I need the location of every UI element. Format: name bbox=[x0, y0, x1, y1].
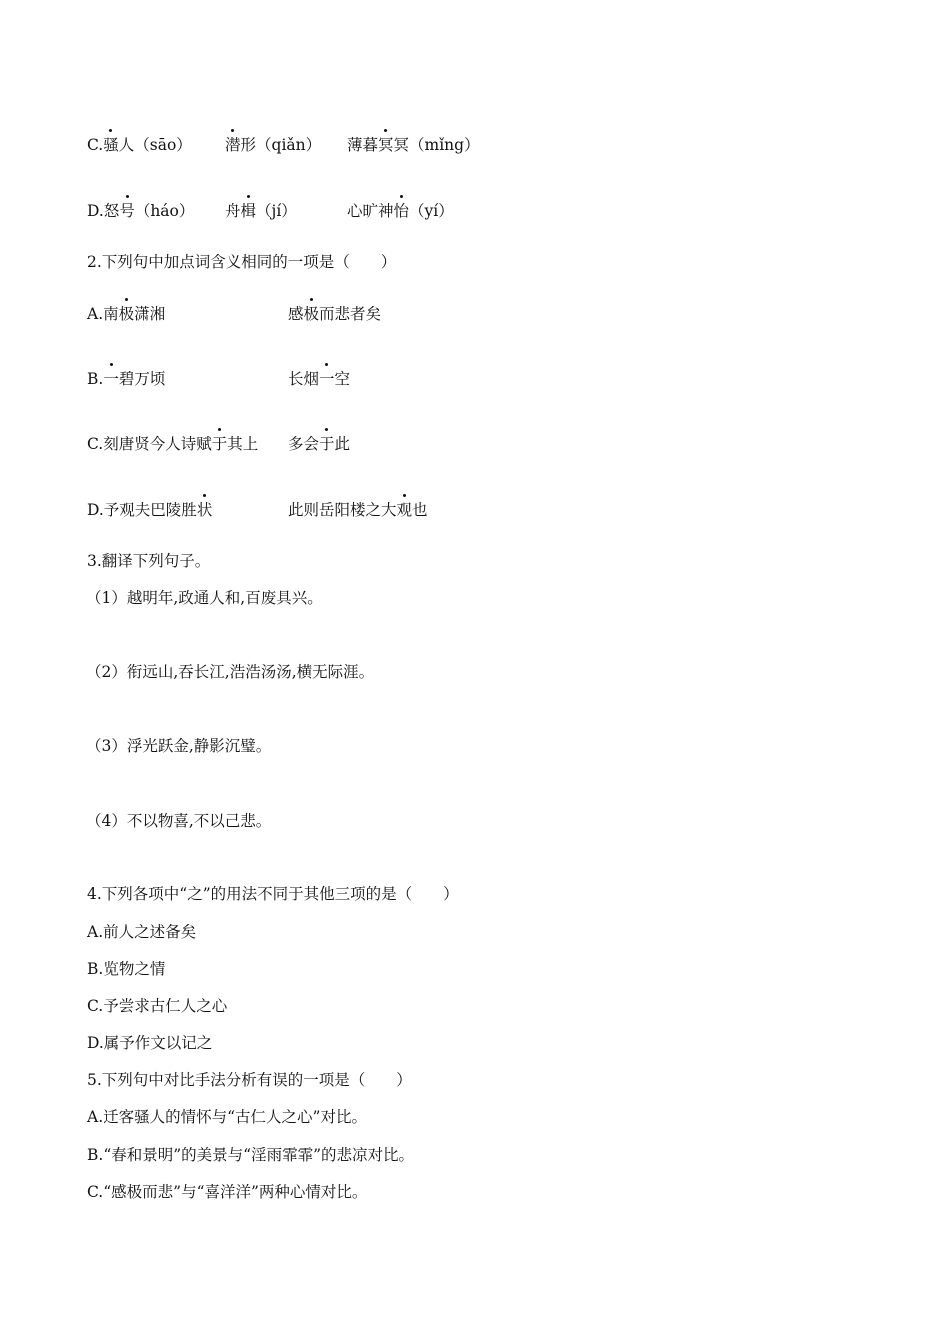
emphasis-dot-char: 状 bbox=[196, 501, 213, 519]
q5-stem: 5.下列句中对比手法分析有误的一项是（ ） bbox=[87, 1071, 412, 1089]
emphasis-dot-char: 怡 bbox=[393, 202, 410, 220]
q3-item: （3）浮光跃金,静影沉璧。 bbox=[86, 737, 272, 755]
emphasis-dot-char: 一 bbox=[103, 370, 119, 388]
emphasis-dot-char: 楫 bbox=[240, 202, 257, 220]
emphasis-dot-char: 极 bbox=[118, 305, 135, 323]
emphasis-dot-char: 号 bbox=[119, 202, 135, 220]
q2-option-a: A.南极潇湘 感极而悲者矣 bbox=[87, 305, 382, 323]
q5-option: A.迁客骚人的情怀与“古仁人之心”对比。 bbox=[87, 1108, 367, 1126]
emphasis-dot-char: 骚 bbox=[103, 136, 119, 154]
emphasis-dot-char: 一 bbox=[319, 370, 335, 388]
q2-option-b: B.一碧万顷 长烟一空 bbox=[87, 370, 351, 388]
q4-stem: 4.下列各项中“之”的用法不同于其他三项的是（ ） bbox=[87, 885, 459, 903]
q5-option: B.“春和景明”的美景与“淫雨霏霏”的悲凉对比。 bbox=[87, 1146, 415, 1164]
q2-option-c: C.刻唐贤今人诗赋于其上 多会于此 bbox=[87, 435, 351, 453]
q3-item: （4）不以物喜,不以己悲。 bbox=[86, 812, 272, 830]
q3-item: （2）衔远山,吞长江,浩浩汤汤,横无际涯。 bbox=[86, 663, 375, 681]
q4-option: B.览物之情 bbox=[87, 960, 166, 978]
emphasis-dot-char: 极 bbox=[303, 305, 320, 323]
q5-option: C.“感极而悲”与“喜洋洋”两种心情对比。 bbox=[87, 1183, 368, 1201]
q3-item: （1）越明年,政通人和,百废具兴。 bbox=[86, 589, 323, 607]
emphasis-dot-char: 于 bbox=[319, 435, 335, 453]
emphasis-dot-char: 冥 bbox=[378, 136, 394, 154]
q4-option: A.前人之述备矣 bbox=[87, 923, 197, 941]
emphasis-dot-char: 潜 bbox=[225, 136, 241, 154]
q2-stem: 2.下列句中加点词含义相同的一项是（ ） bbox=[87, 253, 397, 271]
q1-option-c: C.骚人（sāo） 潜形（qiǎn） 薄暮冥冥（mǐng） bbox=[87, 136, 480, 154]
emphasis-dot-char: 于 bbox=[211, 435, 228, 453]
emphasis-dot-char: 观 bbox=[396, 501, 413, 519]
q3-stem: 3.翻译下列句子。 bbox=[87, 552, 211, 570]
q1-option-d: D.怒号（háo） 舟楫（jí） 心旷神怡（yí） bbox=[87, 202, 454, 220]
q2-option-d: D.予观夫巴陵胜状 此则岳阳楼之大观也 bbox=[87, 501, 428, 519]
q4-option: D.属予作文以记之 bbox=[87, 1034, 213, 1052]
q4-option: C.予尝求古仁人之心 bbox=[87, 997, 228, 1015]
